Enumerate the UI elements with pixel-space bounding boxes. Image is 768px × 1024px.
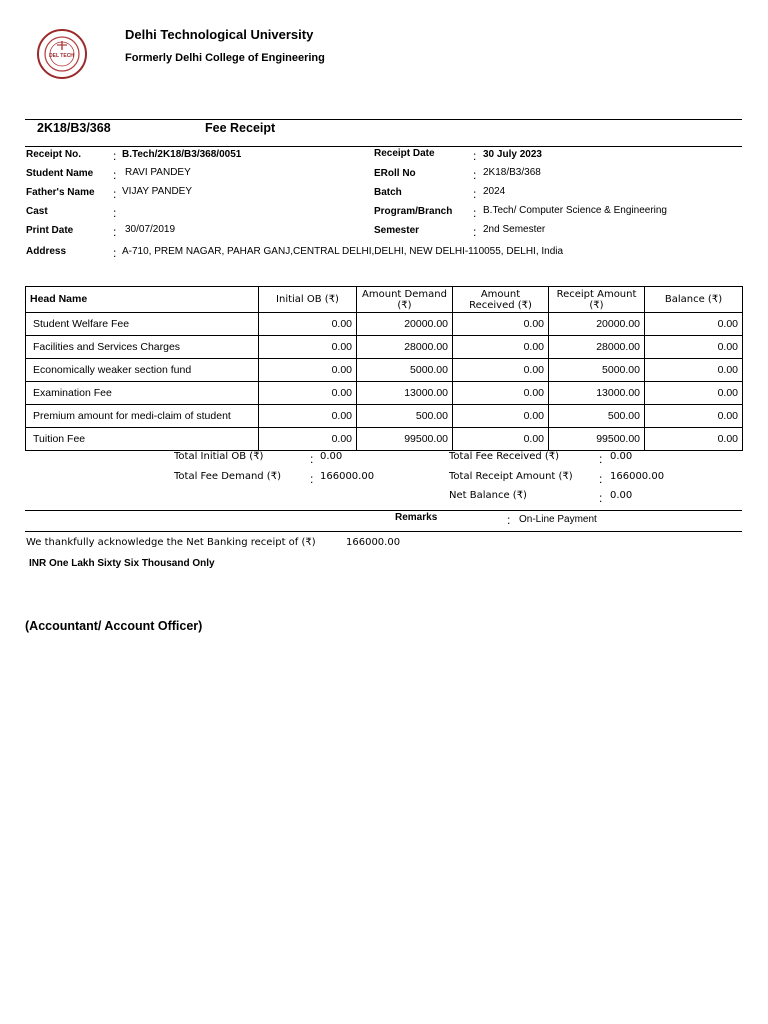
student-name-label: Student Name [26,168,94,179]
cell-amount-received: 0.00 [453,428,549,451]
batch-value: 2024 [483,186,506,197]
receipt-bar-bottom-rule [25,146,742,147]
total-fee-received-label: Total Fee Received (₹) [449,451,560,462]
program-branch-value: B.Tech/ Computer Science & Engineering [483,205,667,216]
table-row [26,313,743,336]
cell-receipt-amount: 99500.00 [549,428,645,451]
cell-receipt-amount: 28000.00 [549,336,645,359]
total-fee-received-value: 0.00 [610,451,633,462]
program-branch-colon: : [473,206,477,220]
student-name-value: RAVI PANDEY [125,167,191,178]
cell-head-name: Economically weaker section fund [26,359,259,382]
fathers-name-value: VIJAY PANDEY [122,186,193,197]
receipt-bar-top-rule [25,119,742,120]
student-name-colon: : [113,168,117,182]
cell-balance: 0.00 [645,382,743,405]
cell-head-name: Tuition Fee [26,428,259,451]
cell-receipt-amount: 13000.00 [549,382,645,405]
address-value: A-710, PREM NAGAR, PAHAR GANJ,CENTRAL DELHI,DELHI, NEW DELHI-110055, DELHI, India [122,246,564,257]
cell-receipt-amount: 20000.00 [549,313,645,336]
eroll-no-colon: : [473,168,477,182]
cell-amount-demand: 5000.00 [357,359,453,382]
receipt-no-label: Receipt No. [26,149,82,160]
cast-colon: : [113,206,117,220]
signatory: (Accountant/ Account Officer) [25,619,203,633]
amount-in-words: INR One Lakh Sixty Six Thousand Only [29,558,215,569]
cell-amount-received: 0.00 [453,382,549,405]
total-fee-demand-colon: : [310,472,314,486]
total-fee-demand-value: 166000.00 [320,471,375,482]
col-initial-ob: Initial OB (₹) [259,287,357,313]
cell-receipt-amount: 500.00 [549,405,645,428]
cell-initial-ob: 0.00 [259,428,357,451]
net-balance-colon: : [599,491,603,505]
total-receipt-amount-colon: : [599,472,603,486]
receipt-no-colon: : [113,149,117,163]
fee-table-header [26,287,743,313]
total-initial-ob-value: 0.00 [320,451,343,462]
acknowledgement-amount: 166000.00 [346,537,401,548]
total-initial-ob-label: Total Initial OB (₹) [174,451,264,462]
semester-colon: : [473,225,477,239]
total-fee-received-colon: : [599,452,603,466]
remarks-top-rule [25,510,742,511]
cell-initial-ob: 0.00 [259,405,357,428]
cell-balance: 0.00 [645,336,743,359]
cell-initial-ob: 0.00 [259,336,357,359]
col-amount-demand: Amount Demand (₹) [357,287,453,313]
total-fee-demand-label: Total Fee Demand (₹) [174,471,281,482]
net-balance-value: 0.00 [610,490,633,501]
receipt-bar-title: Fee Receipt [205,121,276,135]
program-branch-label: Program/Branch [374,206,453,217]
fathers-name-label: Father's Name [26,187,95,198]
cell-balance: 0.00 [645,313,743,336]
cell-initial-ob: 0.00 [259,313,357,336]
cell-amount-demand: 500.00 [357,405,453,428]
semester-label: Semester [374,225,420,236]
col-head-name: Head Name [26,287,259,313]
cell-amount-received: 0.00 [453,336,549,359]
cell-head-name: Premium amount for medi-claim of student [26,405,259,428]
table-row [26,336,743,359]
address-colon: : [113,246,117,260]
university-name: Delhi Technological University [125,27,314,42]
receipt-bar-id: 2K18/B3/368 [37,121,111,135]
table-row [26,382,743,405]
university-logo [37,29,87,79]
remarks-colon: : [507,513,511,527]
cell-receipt-amount: 5000.00 [549,359,645,382]
cell-head-name: Facilities and Services Charges [26,336,259,359]
cell-amount-demand: 13000.00 [357,382,453,405]
print-date-label: Print Date [26,225,74,236]
cell-amount-demand: 28000.00 [357,336,453,359]
batch-colon: : [473,187,477,201]
col-receipt-amount: Receipt Amount (₹) [549,287,645,313]
cell-initial-ob: 0.00 [259,382,357,405]
col-amount-received: Amount Received (₹) [453,287,549,313]
total-initial-ob-colon: : [310,452,314,466]
receipt-date-value: 30 July 2023 [483,149,542,160]
fathers-name-colon: : [113,187,117,201]
remarks-value: On-Line Payment [519,514,597,525]
cast-label: Cast [26,206,48,217]
cell-balance: 0.00 [645,428,743,451]
print-date-colon: : [113,225,117,239]
table-row [26,405,743,428]
batch-label: Batch [374,187,402,198]
receipt-date-colon: : [473,149,477,163]
receipt-no-value: B.Tech/2K18/B3/368/0051 [122,149,242,160]
cell-initial-ob: 0.00 [259,359,357,382]
address-label: Address [26,246,67,257]
table-row [26,428,743,451]
cell-balance: 0.00 [645,359,743,382]
cell-amount-received: 0.00 [453,313,549,336]
cell-amount-demand: 20000.00 [357,313,453,336]
remarks-bottom-rule [25,531,742,532]
total-receipt-amount-value: 166000.00 [610,471,665,482]
semester-value: 2nd Semester [483,224,546,235]
cell-head-name: Examination Fee [26,382,259,405]
fee-table [25,286,743,451]
remarks-label: Remarks [395,512,438,523]
university-formerly: Formerly Delhi College of Engineering [125,52,325,64]
cell-head-name: Student Welfare Fee [26,313,259,336]
cell-amount-received: 0.00 [453,405,549,428]
table-row [26,359,743,382]
receipt-date-label: Receipt Date [374,148,435,159]
acknowledgement-text: We thankfully acknowledge the Net Banking receipt of (₹) [26,537,316,548]
net-balance-label: Net Balance (₹) [449,490,527,501]
eroll-no-label: ERoll No [374,168,416,179]
total-receipt-amount-label: Total Receipt Amount (₹) [449,471,573,482]
cell-amount-received: 0.00 [453,359,549,382]
col-balance: Balance (₹) [645,287,743,313]
eroll-no-value: 2K18/B3/368 [483,167,541,178]
logo-text: DEL TECH [49,53,74,59]
cell-amount-demand: 99500.00 [357,428,453,451]
cell-balance: 0.00 [645,405,743,428]
print-date-value: 30/07/2019 [125,224,176,235]
